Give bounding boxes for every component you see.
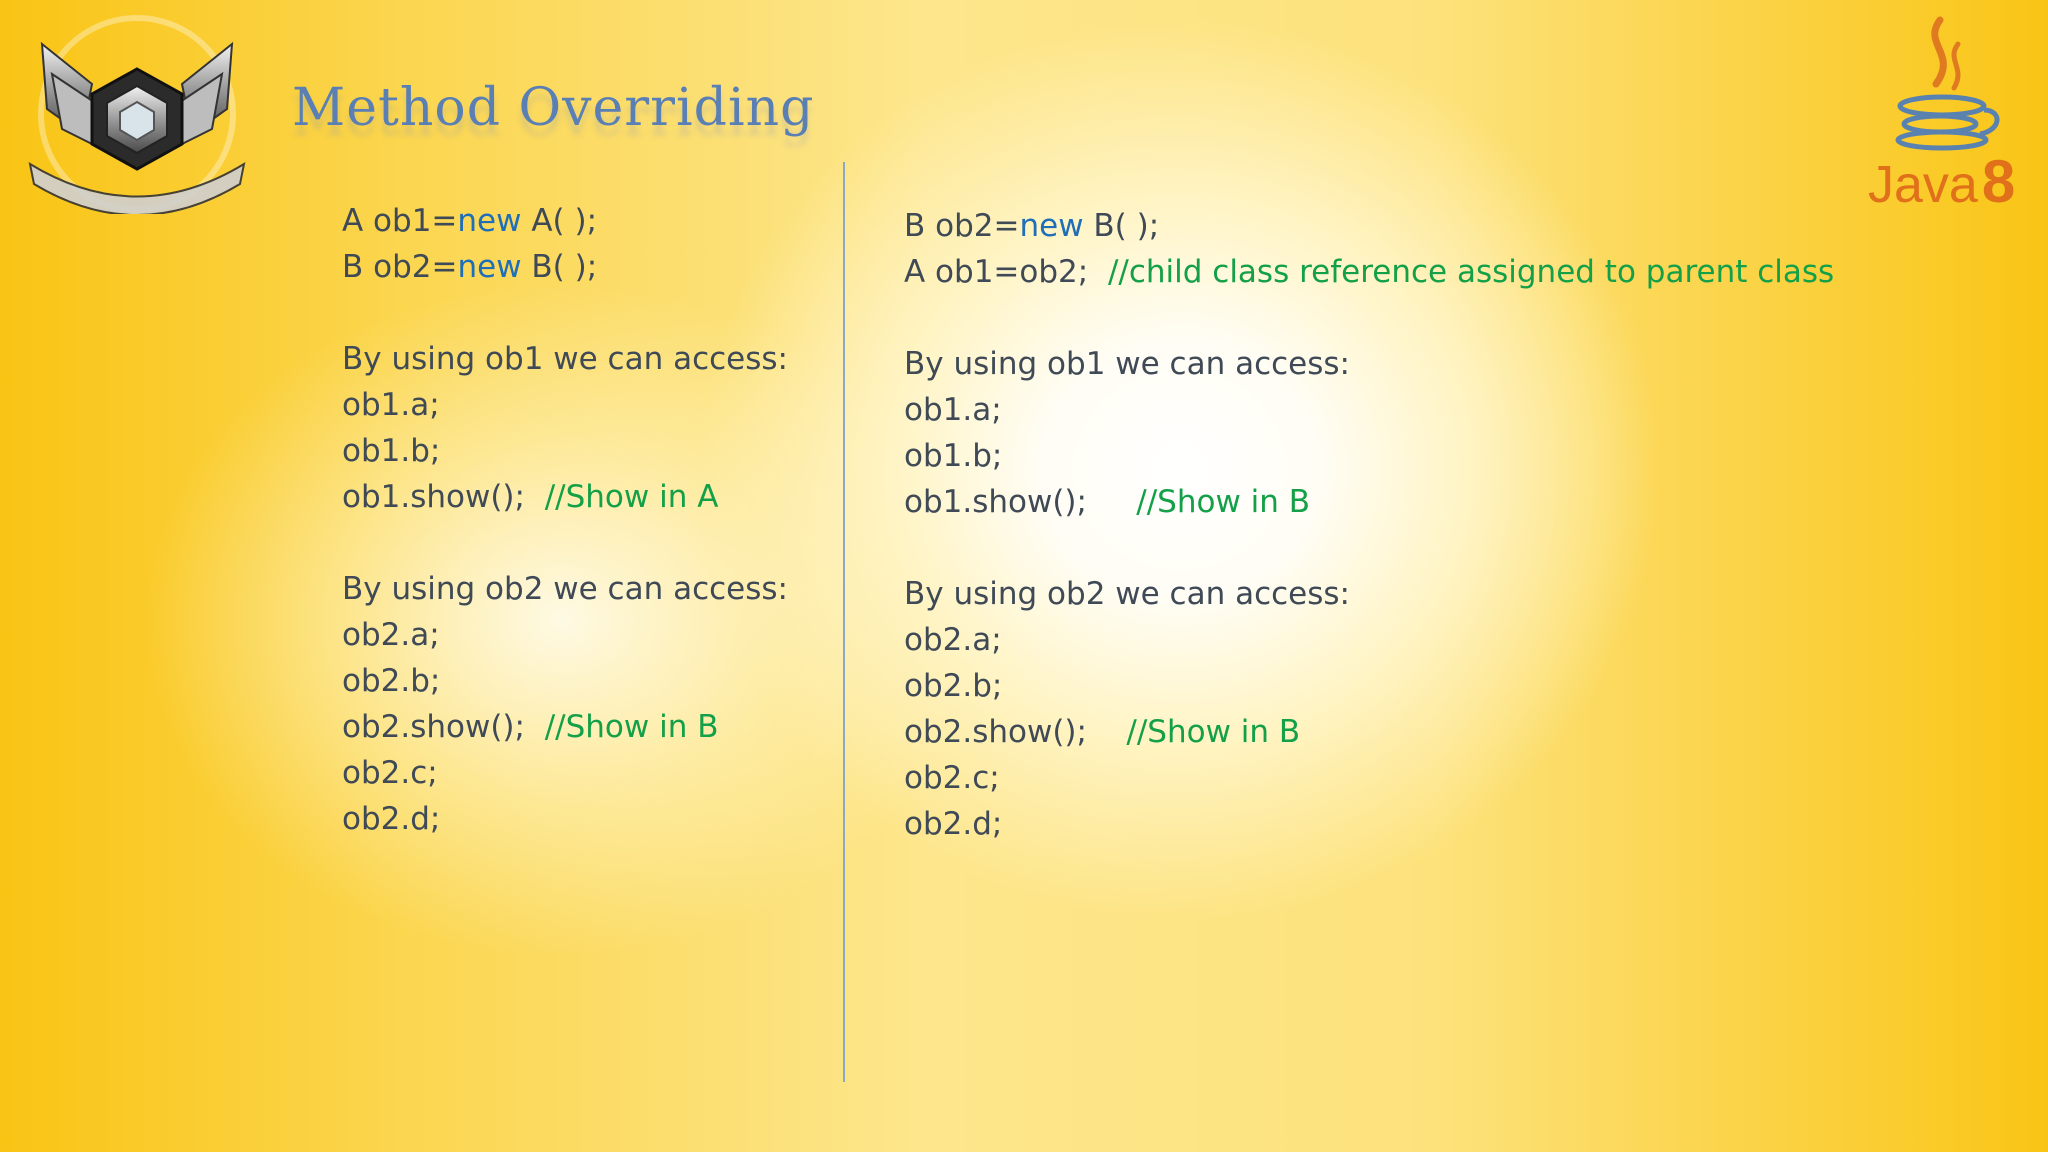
code-line: ob2.d; [342,801,441,837]
code-line [342,244,788,290]
code-comment: //Show in B [1126,714,1301,750]
right-code-column [904,203,1834,847]
code-line [342,198,788,244]
keyword-new: new [457,203,522,239]
code-comment: //Show in B [1136,484,1311,520]
code-text: B ob2= [342,249,458,285]
code-line [904,203,1834,249]
code-line [342,474,788,520]
code-text: ob2.show(); [342,709,525,745]
code-line: ob1.a; [342,387,440,423]
code-text: B( ); [1083,208,1160,244]
gsb-logo-icon [22,14,252,214]
left-code-column [342,198,788,842]
code-line: ob2.a; [342,617,440,653]
code-text: A( ); [521,203,598,239]
section-heading: By using ob1 we can access: [904,346,1351,382]
code-comment: //Show in A [544,479,719,515]
code-text: A ob1= [342,203,458,239]
keyword-new: new [1019,208,1084,244]
code-line: ob2.c; [342,755,438,791]
code-line: ob1.b; [342,433,441,469]
code-line [904,249,1834,295]
column-divider [843,162,845,1082]
code-text: A ob1=ob2; [904,254,1089,290]
code-line: ob2.c; [904,760,1000,796]
code-line [904,709,1834,755]
keyword-new: new [457,249,522,285]
code-line: ob2.b; [342,663,441,699]
code-text: ob1.show(); [342,479,525,515]
page-title: Method Overriding [292,78,815,138]
code-text: B( ); [521,249,598,285]
code-text: ob1.show(); [904,484,1087,520]
code-comment: //child class reference assigned to parent class [1107,254,1835,290]
code-line: ob1.b; [904,438,1003,474]
java-cup-icon [1862,14,2022,214]
code-line: ob2.a; [904,622,1002,658]
section-heading: By using ob2 we can access: [904,576,1351,612]
code-line: ob2.d; [904,806,1003,842]
code-line [342,704,788,750]
code-line: ob1.a; [904,392,1002,428]
code-line: ob2.b; [904,668,1003,704]
code-text: B ob2= [904,208,1020,244]
code-comment: //Show in B [544,709,719,745]
section-heading: By using ob1 we can access: [342,341,789,377]
section-heading: By using ob2 we can access: [342,571,789,607]
code-line [904,479,1834,525]
code-text: ob2.show(); [904,714,1087,750]
java-logo-label: Java8 [1868,148,2016,214]
